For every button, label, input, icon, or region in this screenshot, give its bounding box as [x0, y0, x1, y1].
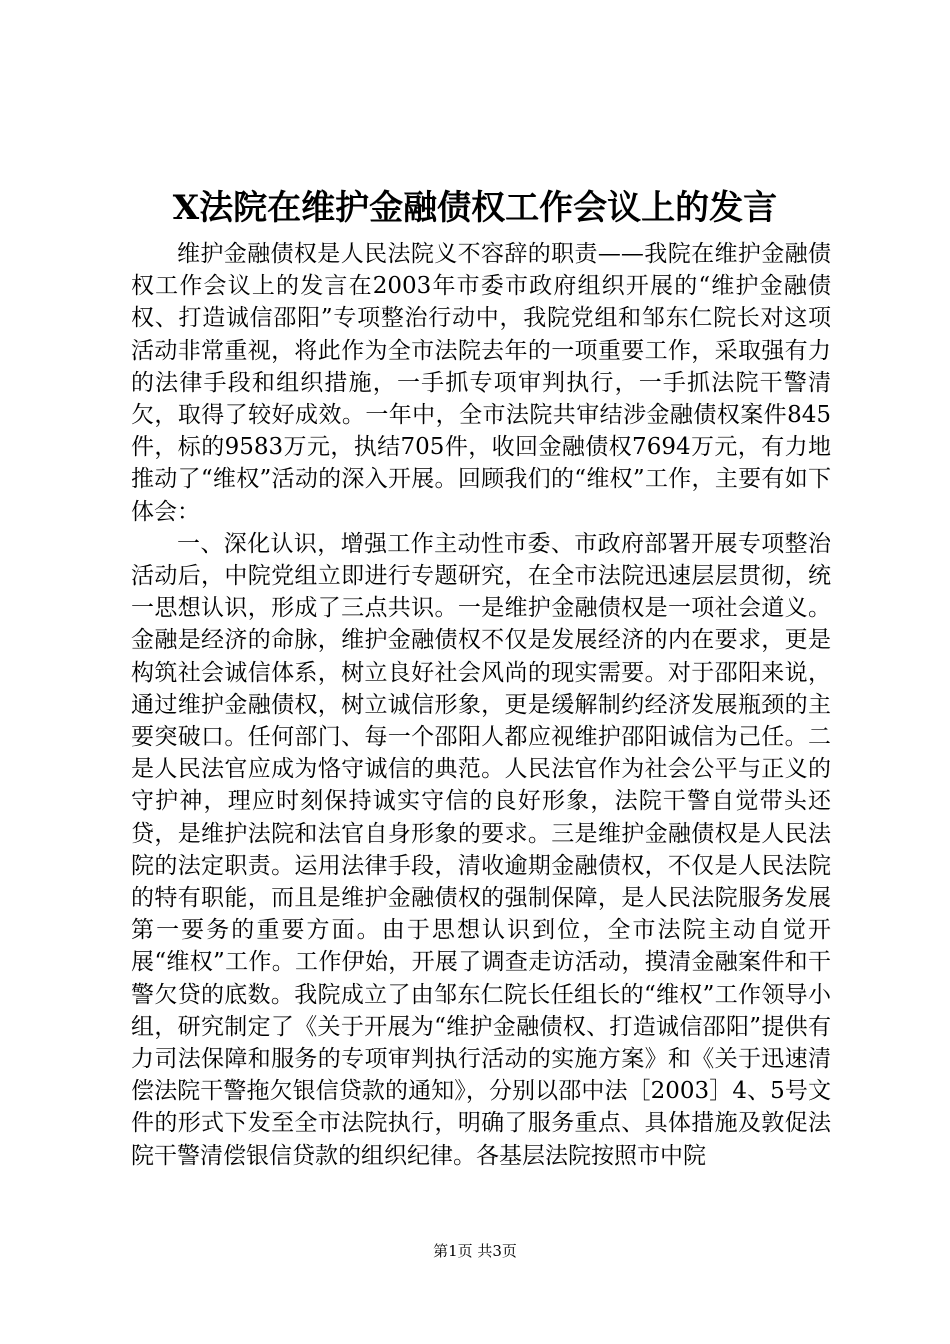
- paragraph: 一、深化认识，增强工作主动性市委、市政府部署开展专项整治活动后，中院党组立即进行专题研究，在全市法院迅速层层贯彻，统一思想认识，形成了三点共识。一是维护金融债权是一项社会道义。金融是经济的命脉，维护金融债权不仅是发展经济的内在要求，更是构筑社会诚信体系，树立良好社会风尚的现实需要。对于邵阳来说，通过维护金融债权，树立诚信形象，更是缓解制约经济发展瓶颈的主要突破口。任何部门、每一个邵阳人都应视维护邵阳诚信为己任。二是人民法官应成为恪守诚信的典范。人民法官作为社会公平与正义的守护神，理应时刻保持诚实守信的良好形象，法院干警自觉带头还贷，是维护法院和法官自身形象的要求。三是维护金融债权是人民法院的法定职责。运用法律手段，清收逾期金融债权，不仅是人民法院的特有职能，而且是维护金融债权的强制保障，是人民法院服务发展第一要务的重要方面。由于思想认识到位，全市法院主动自觉开展“维权”工作。工作伊始，开展了调查走访活动，摸清金融案件和干警欠贷的底数。我院成立了由邹东仁院长任组长的“维权”工作领导小组，研究制定了《关于开展为“维护金融债权、打造诚信邵阳”提供有力司法保障和服务的专项审判执行活动的实施方案》和《关于迅速清偿法院干警拖欠银信贷款的通知》，分别以邵中法［2003］4、5号文件的形式下发至全市法院执行，明确了服务重点、具体措施及敦促法院干警清偿银信贷款的组织纪律。各基层法院按照市中院: [131, 530, 831, 1169]
- page-footer: 第1页 共3页: [433, 1242, 517, 1260]
- paragraph: 维护金融债权是人民法院义不容辞的职责——我院在维护金融债权工作会议上的发言在2003年市委市政府组织开展的“维护金融债权、打造诚信邵阳”专项整治行动中，我院党组和邹东仁院长对这项活动非常重视，将此作为全市法院去年的一项重要工作，采取强有力的法律手段和组织措施，一手抓专项审判执行，一手抓法院干警清欠，取得了较好成效。一年中，全市法院共审结涉金融债权案件845件，标的9583万元，执结705件，收回金融债权7694万元，有力地推动了“维权”活动的深入开展。回顾我们的“维权”工作，主要有如下体会：: [131, 241, 831, 525]
- document-body: [131, 238, 831, 1172]
- document-title: X法院在维护金融债权工作会议上的发言: [172, 188, 778, 228]
